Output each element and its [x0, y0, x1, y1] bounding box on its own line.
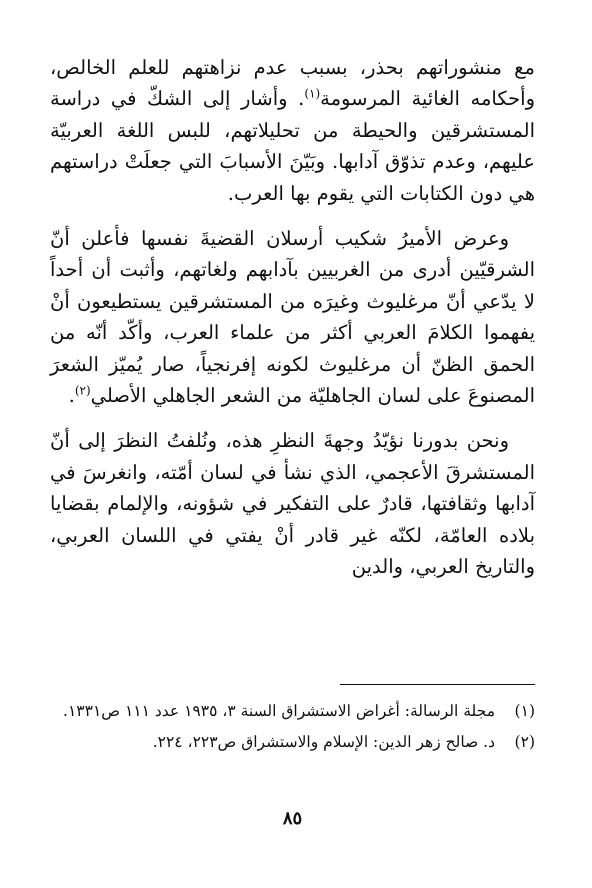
footnote-ref-2: (٢): [74, 383, 91, 398]
paragraph-3: [50, 425, 535, 582]
footnote-1: [50, 698, 535, 725]
footnote-2-text: د. صالح زهر الدين: الإسلام والاستشراق ص٢٢٣، ٢٢٤.: [152, 733, 495, 751]
page-number: ٨٥: [282, 808, 303, 829]
paragraph-1: [50, 52, 535, 209]
paragraph-3-text-a: ونحن بدورنا نؤيّدُ وجهةَ النظرِ هذه، ونُلفتُ النظرَ إلى أنّ المستشرقَ الأعجمي، الذي نشأ في لسان أمّته، وانغرسَ في آدابها وثقافتها، قادرٌ على التفكير في شؤونه، والإلمام بقضايا بلاده العامّة، لكنّه غير قادر أنْ يفتي في اللسان العربي، والتاريخ العربي، والدين: [50, 429, 535, 579]
paragraph-1-text-b: . وأشار إلى الشكّ في دراسة المستشرقين والحيطة من تحليلاتهم، للبس اللغة العربيّة عليهم، وعدم تذوّق آدابها. وبَيّنَ الأسبابَ التي جعلَتْ دراستهم هي دون الكتابات التي يقوم بها العرب.: [50, 87, 535, 205]
footnote-2: [50, 729, 535, 756]
footnote-ref-1: (١): [304, 86, 321, 101]
paragraph-2-text-a: وعرض الأميرُ شكيب أرسلان القضيةَ نفسها فأعلن أنّ الشرقيّين أدرى من الغربيين بآدابهم ولغاتهم، وأثبت أن أحداً لا يدّعي أنّ مرغليوث وغيرَه من المستشرقين يستطيعون أنْ يفهموا الكلامَ العربي أكثر من علماء العرب، وأكّد أنّه من الحمق الظنّ أن مرغليوث لكونه إفرنجياً، صار يُميّز الشعرَ المصنوعَ على لسان الجاهليّة من الشعر الجاهلي الأصلي: [50, 227, 535, 408]
footnotes: [50, 698, 535, 760]
paragraph-1-text-a: مع منشوراتهم بحذر، بسبب عدم نزاهتهم للعلم الخالص، وأحكامه الغائية المرسومة: [50, 56, 535, 111]
paragraph-2: [50, 223, 535, 411]
footnote-1-text: مجلة الرسالة: أغراض الاستشراق السنة ٣، ١٩٣٥ عدد ١١١ ص١٣٣١.: [63, 702, 495, 720]
footnote-2-number: (٢): [514, 733, 535, 751]
book-page: [50, 52, 535, 852]
footnote-1-number: (١): [514, 702, 535, 720]
footnote-separator: [340, 684, 535, 685]
paragraph-2-text-b: .: [68, 384, 75, 408]
